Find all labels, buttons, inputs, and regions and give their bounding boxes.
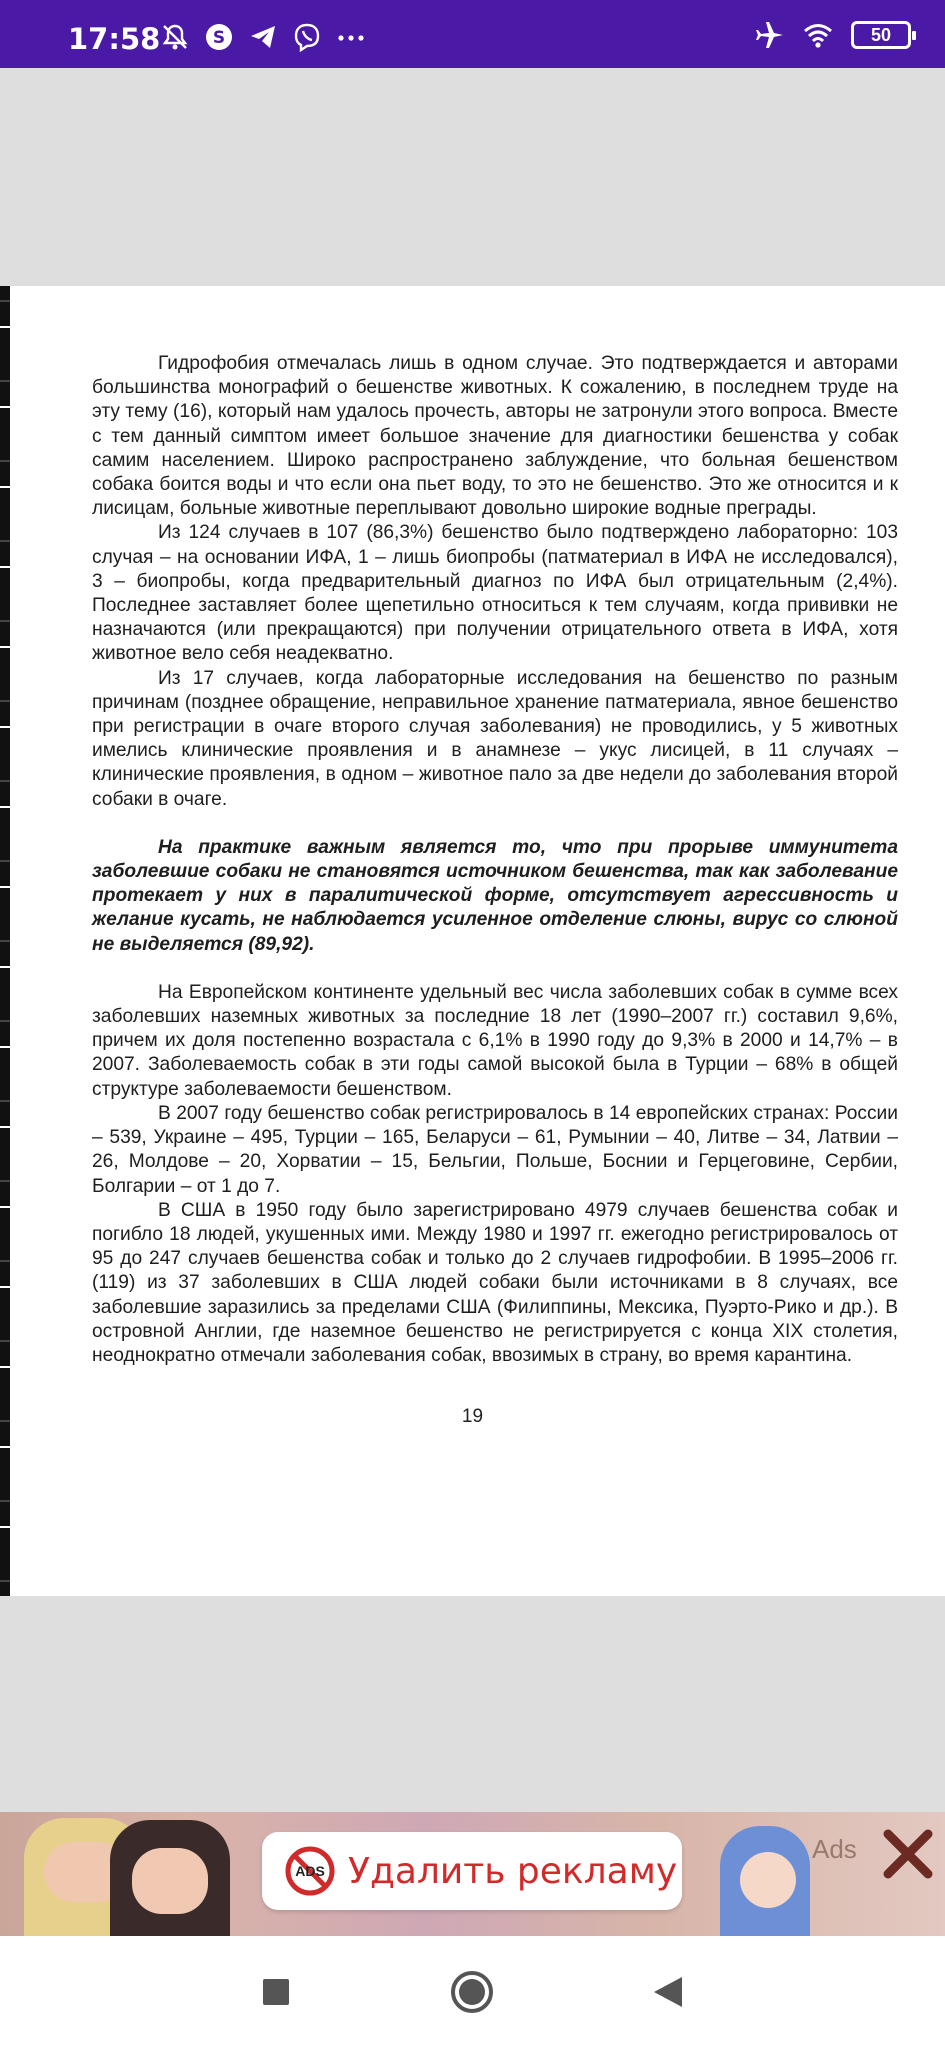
page-text: [92, 352, 898, 1368]
paragraph: Гидрофобия отмечалась лишь в одном случае. Это подтверждается и авторами большинства монографий о бешенстве животных. К сожалению, в последнем труде на эту тему (16), который нам удалось прочесть, авторы не затронули этого вопроса. Вместе с тем данный симптом имеет большое значение для диагностики бешенства у собак самим населением. Широко распространено заблуждение, что больная бешенством собака боится воды и что если она пьет воду, то это не бешенство. Это же относится и к лисицам, больные животные переплывают довольно широкие водные преграды.: [92, 353, 898, 520]
notification-icons: [160, 22, 366, 52]
circle-icon: [449, 1969, 495, 2015]
back-button[interactable]: [640, 1964, 696, 2020]
document-viewer[interactable]: [0, 68, 945, 1812]
document-page[interactable]: [0, 286, 945, 1596]
battery-level: 50: [870, 24, 892, 45]
paragraph: В 2007 году бешенство собак регистрировалось в 14 европейских странах: России – 539, Украине – 495, Турции – 165, Беларуси – 61, Румынии – 40, Литве – 34, Латвии – 26, Молдове – 20, Хорватии – 15, Бельгии, Польше, Боснии и Герцеговине, Сербии, Болгарии – от 1 до 7.: [92, 1102, 898, 1197]
paragraph: На Европейском континенте удельный вес числа заболевших собак в сумме всех заболевших наземных животных за последние 18 лет (1990–2007 гг.) составил 9,6%, причем их доля постепенно возрастала с 6,1% в 1990 году до 9,3% в 2000 и 14,7% – в 2007. Заболеваемость собак в эти годы самой высокой была в Турции – 68% в общей структуре заболеваемости бешенством.: [92, 981, 898, 1100]
navigation-bar: [0, 1936, 945, 2048]
highlighted-paragraph: На практике важным является то, что при прорыве иммунитета заболевшие собаки не становятся источником бешенства, так как заболевание протекает у них в паралитической форме, отсутствует агрессивность и желание кусать, не наблюдается усиленное отделение слюны, вирус со слюной не выделяется (89,92).: [92, 836, 898, 955]
remove-ads-button[interactable]: [262, 1832, 682, 1910]
airplane-icon: [755, 20, 785, 50]
paragraph: Из 17 случаев, когда лабораторные исследования на бешенство по разным причинам (позднее обращение, неправильное хранение патматериала, явное бешенство при регистрации в очаге второго случая заболевания) не проводились, у 5 животных имелись клинические проявления и в анамнезе – укус лисицей, в 11 случаях – клинические проявления, в одном – животное пало за две недели до заболевания второй собаки в очаге.: [92, 667, 898, 810]
square-icon: [262, 1978, 290, 2006]
skype-icon: [204, 22, 234, 52]
recents-button[interactable]: [248, 1964, 304, 2020]
close-ad-icon[interactable]: [880, 1826, 936, 1882]
viber-icon: [292, 22, 322, 52]
ad-character-face: [132, 1848, 208, 1914]
battery-indicator: [851, 21, 911, 49]
paragraph: Из 124 случаев в 107 (86,3%) бешенство было подтверждено лабораторно: 103 случая – на основании ИФА, 1 – лишь биопробы (патматериал в ИФА не исследовался), 3 – биопробы, когда предварительный диагноз по ИФА был отрицательным (2,4%). Последнее заставляет более щепетильно относиться к тем случаям, когда прививки не назначаются (или прекращаются) при получении отрицательного ответа в ИФА, хотя животное вело себя неадекватно.: [92, 522, 898, 665]
mute-icon: [160, 22, 190, 52]
status-bar: [0, 0, 945, 68]
wifi-icon: [803, 20, 833, 50]
page-number: 19: [461, 1406, 484, 1427]
status-time: 17:58: [68, 22, 161, 56]
paragraph: В США в 1950 году было зарегистрировано 4979 случаев бешенства собак и погибло 18 людей, укушенных ими. Между 1980 и 1997 гг. ежегодно регистрировалось от 95 до 247 случаев бешенства собак и только до 2 случаев гидрофобии. В 1995–2006 гг. (119) из 37 заболевших в США людей собаки были источниками в 8 случаях, все заболевшие заразились за пределами США (Филиппины, Мексика, Пуэрто-Рико и др.). В островной Англии, где наземное бешенство не регистрируется с конца XIX столетия, неоднократно отмечали заболевания собак, ввозимых в страну, во время карантина.: [92, 1199, 898, 1366]
more-icon: [336, 22, 366, 52]
home-button[interactable]: [444, 1964, 500, 2020]
ad-character-face: [740, 1852, 796, 1908]
telegram-icon: [248, 22, 278, 52]
no-ads-icon-text: ADS: [295, 1863, 325, 1879]
ads-label: Ads: [812, 1834, 857, 1864]
ad-banner[interactable]: [0, 1812, 945, 1936]
svg-text:S: S: [212, 28, 226, 48]
no-ads-icon: [284, 1845, 336, 1897]
scan-edge: [0, 286, 10, 1596]
system-icons: [755, 20, 911, 50]
remove-ads-label: Удалить рекламу: [348, 1850, 678, 1892]
back-triangle-icon: [652, 1975, 684, 2009]
